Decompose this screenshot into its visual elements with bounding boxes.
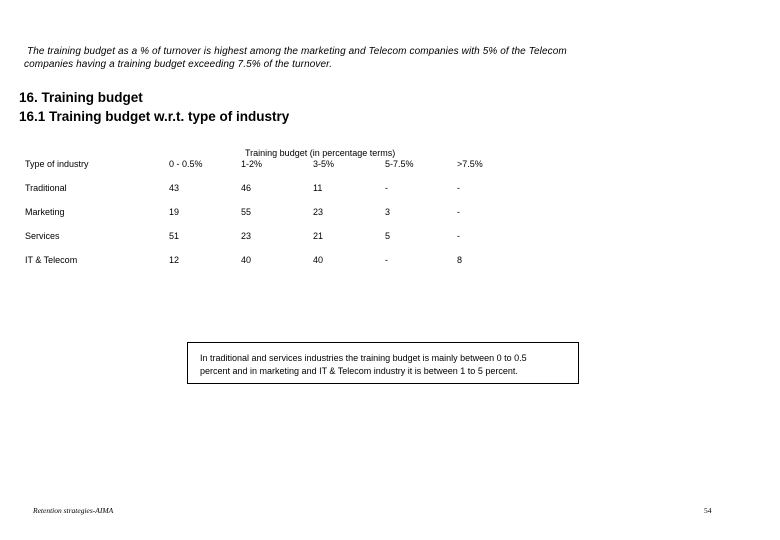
intro-line-1: The training budget as a % of turnover is highest among the marketing and Telecom companies with 5% of the Telecom xyxy=(27,46,567,57)
table-caption: Training budget (in percentage terms) xyxy=(245,148,396,158)
table-cell: Traditional xyxy=(25,183,67,193)
table-header: 5-7.5% xyxy=(385,159,414,169)
table-header: 1-2% xyxy=(241,159,263,169)
table-cell: 55 xyxy=(241,207,252,217)
table-cell: 46 xyxy=(241,183,252,193)
table-cell: 23 xyxy=(241,231,252,241)
table-cell: 19 xyxy=(169,207,180,217)
table-cell: - xyxy=(457,207,460,217)
table-cell: Services xyxy=(25,231,60,241)
note-line-2: percent and in marketing and IT & Telecom industry it is between 1 to 5 percent. xyxy=(200,366,518,376)
intro-line-2: companies having a training budget exceeding 7.5% of the turnover. xyxy=(24,59,333,70)
summary-note-box xyxy=(187,342,579,384)
table-cell: 43 xyxy=(169,183,180,193)
table-cell: 11 xyxy=(313,183,323,193)
table-cell: 12 xyxy=(169,255,180,265)
table-cell: 23 xyxy=(313,207,324,217)
intro-paragraph xyxy=(24,45,624,71)
table-header: Type of industry xyxy=(25,159,89,169)
note-line-1: In traditional and services industries the training budget is mainly between 0 to 0.5 xyxy=(200,353,527,363)
table-cell: IT & Telecom xyxy=(25,255,78,265)
section-heading: 16. Training budget xyxy=(19,90,143,105)
table-cell: 3 xyxy=(385,207,391,217)
table-cell: 21 xyxy=(313,231,324,241)
table-cell: - xyxy=(457,183,460,193)
table-header: 0 - 0.5% xyxy=(169,159,203,169)
table-header: 3-5% xyxy=(313,159,335,169)
subsection-heading: 16.1 Training budget w.r.t. type of industry xyxy=(19,109,290,124)
table-cell: 8 xyxy=(457,255,463,265)
table-cell: - xyxy=(385,255,388,265)
table-cell: 40 xyxy=(241,255,252,265)
table-cell: 40 xyxy=(313,255,324,265)
table-header: >7.5% xyxy=(457,159,483,169)
table-cell: - xyxy=(385,183,388,193)
footer-source: Retention strategies-AIMA xyxy=(33,506,114,515)
table-cell: Marketing xyxy=(25,207,65,217)
table-cell: 5 xyxy=(385,231,391,241)
table-cell: - xyxy=(457,231,460,241)
page-number: 54 xyxy=(704,506,712,515)
table-cell: 51 xyxy=(169,231,180,241)
